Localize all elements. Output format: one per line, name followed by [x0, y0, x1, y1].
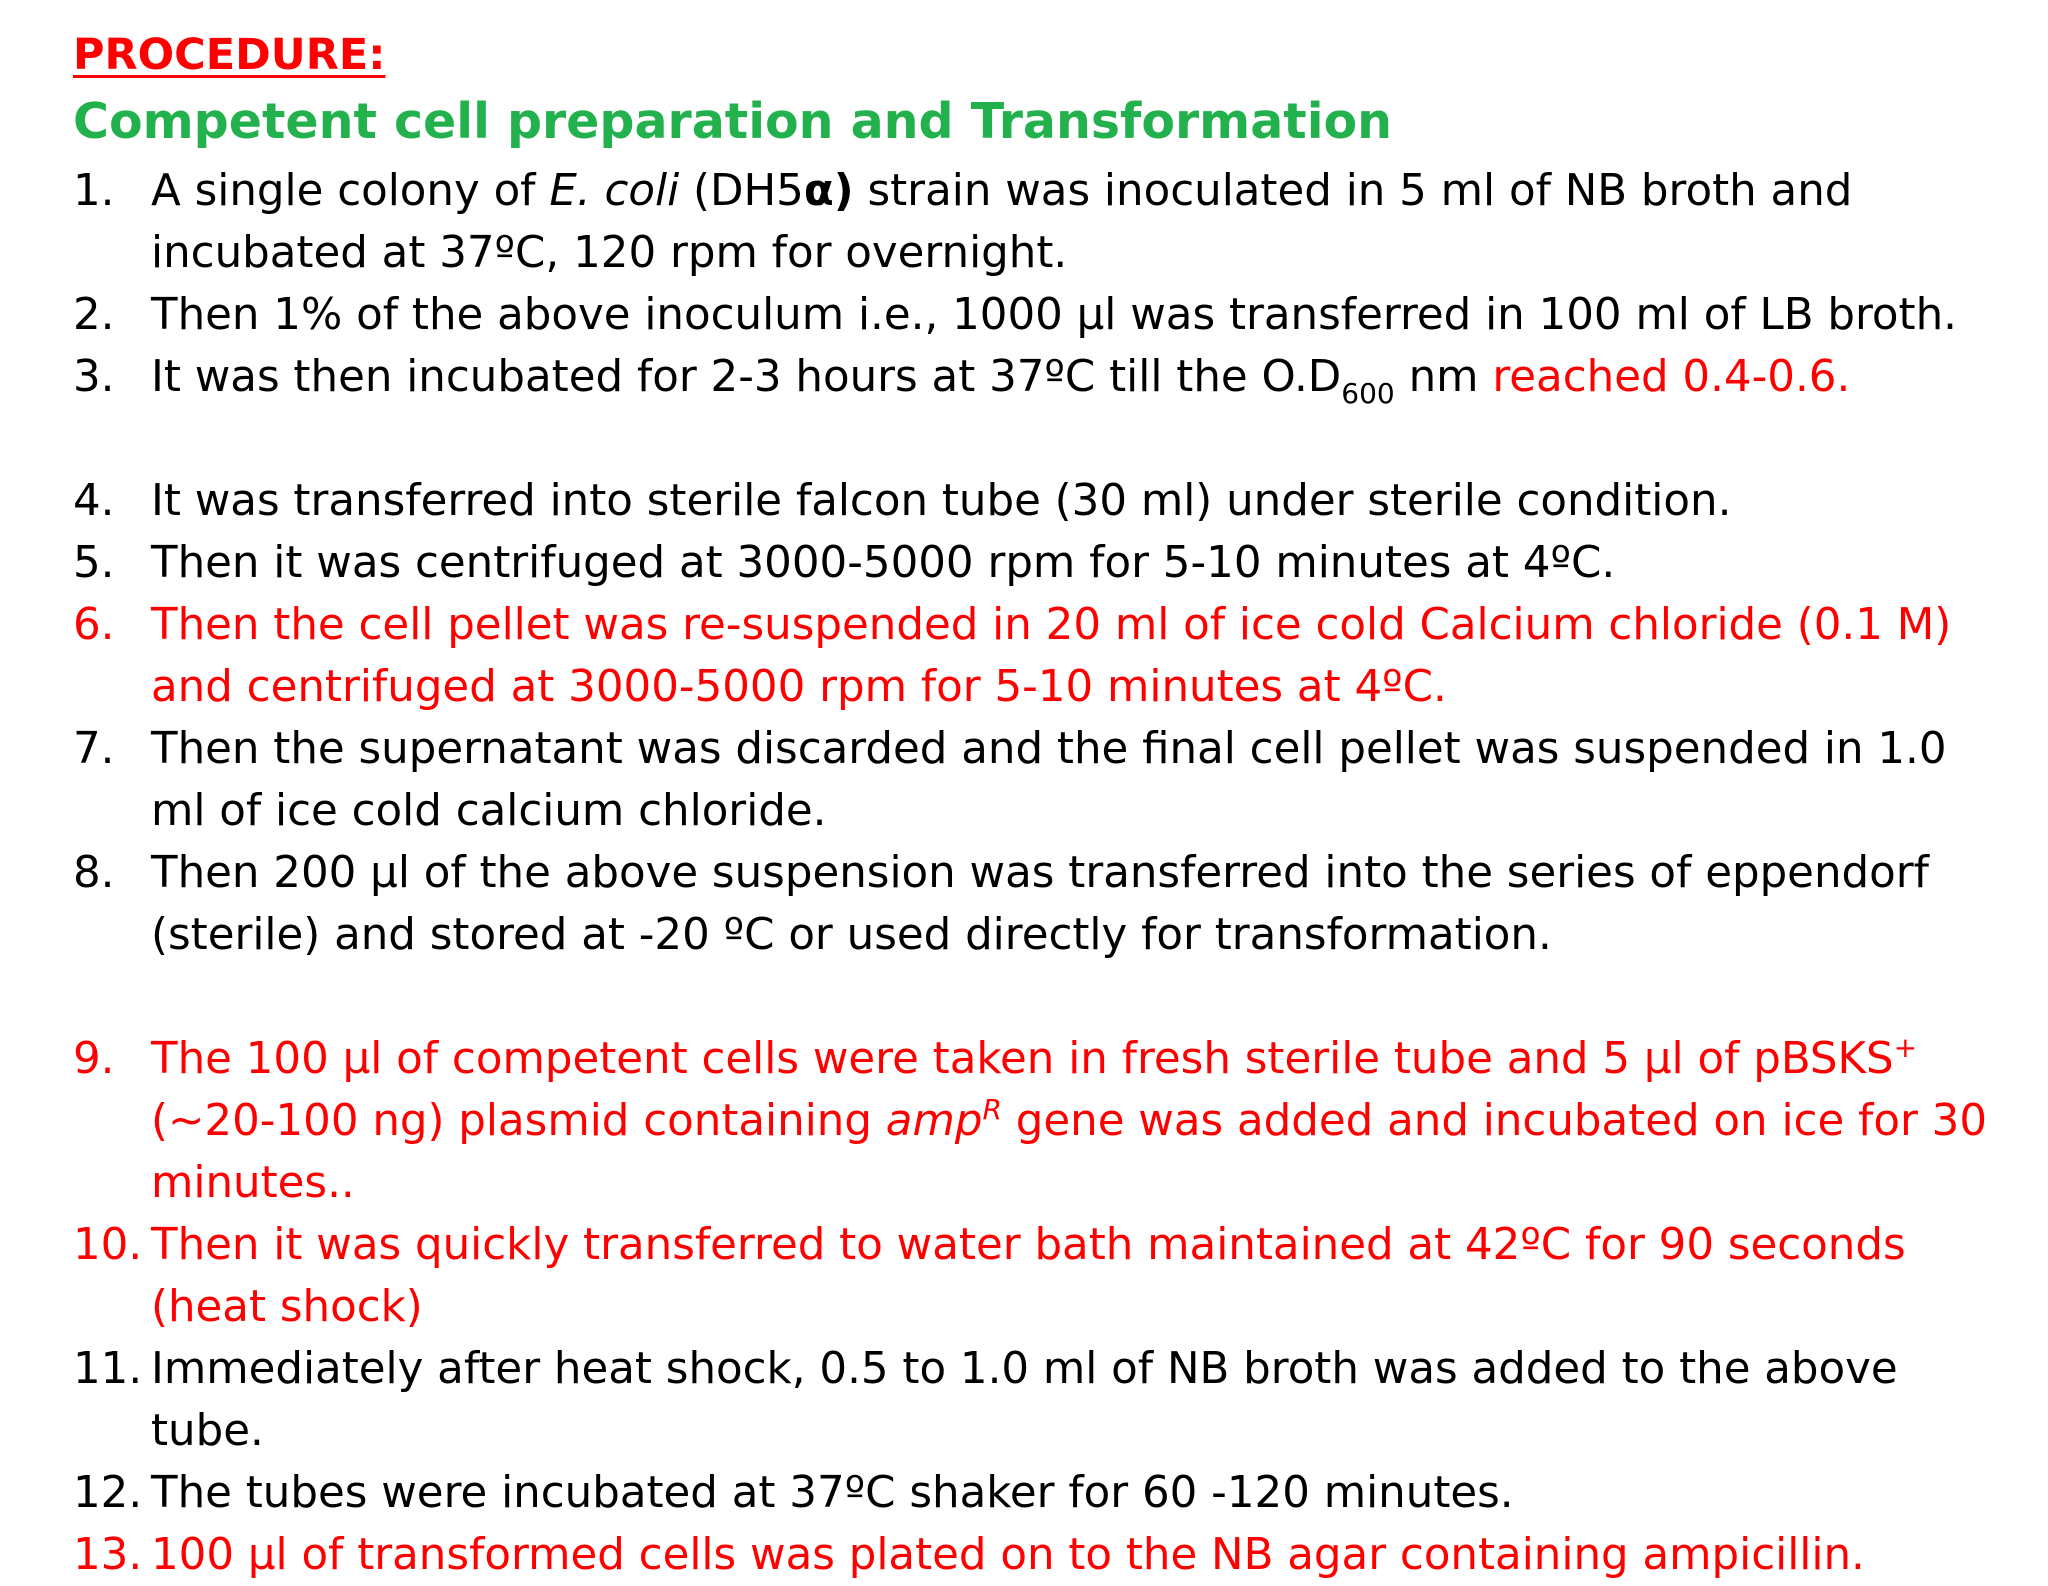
step-text: (DH5 [679, 166, 804, 216]
step-3 [73, 346, 2003, 408]
procedure-title: PROCEDURE: [73, 30, 386, 80]
od-target-highlight: reached 0.4-0.6. [1492, 352, 1851, 402]
step-text: Then 200 µl of the above suspension was transferred into the series of eppendorf (sterile) and stored at -20 ºC or used directly for transformation. [151, 848, 1929, 960]
step-number: 12. [73, 1468, 143, 1518]
step-text: Then the cell pellet was re-suspended in 20 ml of ice cold Calcium chloride (0.1 M) and centrifuged at 3000-5000 rpm for 5-10 minutes at 4ºC. [151, 600, 1952, 712]
procedure-steps-list [73, 160, 2003, 1586]
step-5 [73, 532, 2003, 594]
step-text: A single colony of [151, 166, 550, 216]
step-4 [73, 470, 2003, 532]
step-number: 8. [73, 848, 115, 898]
organism-name: E. coli [549, 166, 680, 216]
alpha-symbol: α) [803, 166, 854, 216]
step-text: gene was added and incubated on ice for 30 minutes.. [151, 1096, 1988, 1208]
step-6 [73, 594, 2003, 718]
step-1 [73, 160, 2003, 284]
step-11 [73, 1338, 2003, 1462]
step-number: 13. [73, 1530, 143, 1580]
step-text: The tubes were incubated at 37ºC shaker for 60 -120 minutes. [151, 1468, 1514, 1518]
step-number: 4. [73, 476, 115, 526]
step-number: 9. [73, 1034, 115, 1084]
gene-name: amp [885, 1096, 983, 1146]
step-text: Then the supernatant was discarded and the final cell pellet was suspended in 1.0 ml of ice cold calcium chloride. [151, 724, 1947, 836]
step-text: strain was inoculated in 5 ml of NB broth and incubated at 37ºC, 120 rpm for overnight. [151, 166, 1853, 278]
step-text: Then it was centrifuged at 3000-5000 rpm for 5-10 minutes at 4ºC. [151, 538, 1616, 588]
od-subscript: 600 [1341, 377, 1395, 410]
step-8 [73, 842, 2003, 966]
step-10 [73, 1214, 2003, 1338]
step-7 [73, 718, 2003, 842]
step-9 [73, 1028, 2003, 1214]
step-number: 11. [73, 1344, 143, 1394]
step-text: Then it was quickly transferred to water bath maintained at 42ºC for 90 seconds (heat shock) [151, 1220, 1906, 1332]
step-number: 1. [73, 166, 115, 216]
step-number: 6. [73, 600, 115, 650]
step-number: 2. [73, 290, 115, 340]
step-text: It was then incubated for 2-3 hours at 37ºC till the O.D [151, 352, 1342, 402]
step-text: Immediately after heat shock, 0.5 to 1.0 ml of NB broth was added to the above tube. [151, 1344, 1898, 1456]
step-text: The 100 µl of competent cells were taken in fresh sterile tube and 5 µl of pBSKS [151, 1034, 1894, 1084]
section-subtitle: Competent cell preparation and Transformation [73, 93, 1393, 150]
gene-superscript: R [982, 1093, 1002, 1126]
step-text: nm [1394, 352, 1493, 402]
step-13 [73, 1524, 2003, 1586]
step-number: 7. [73, 724, 115, 774]
step-text: It was transferred into sterile falcon tube (30 ml) under sterile condition. [151, 476, 1732, 526]
step-number: 10. [73, 1220, 143, 1270]
plasmid-superscript: + [1893, 1031, 1918, 1064]
step-number: 3. [73, 352, 115, 402]
step-number: 5. [73, 538, 115, 588]
step-text: (~20-100 ng) plasmid containing [151, 1096, 886, 1146]
step-2 [73, 284, 2003, 346]
step-text: Then 1% of the above inoculum i.e., 1000 µl was transferred in 100 ml of LB broth. [151, 290, 1957, 340]
step-12 [73, 1462, 2003, 1524]
step-text: 100 µl of transformed cells was plated on to the NB agar containing ampicillin. [151, 1530, 1865, 1580]
